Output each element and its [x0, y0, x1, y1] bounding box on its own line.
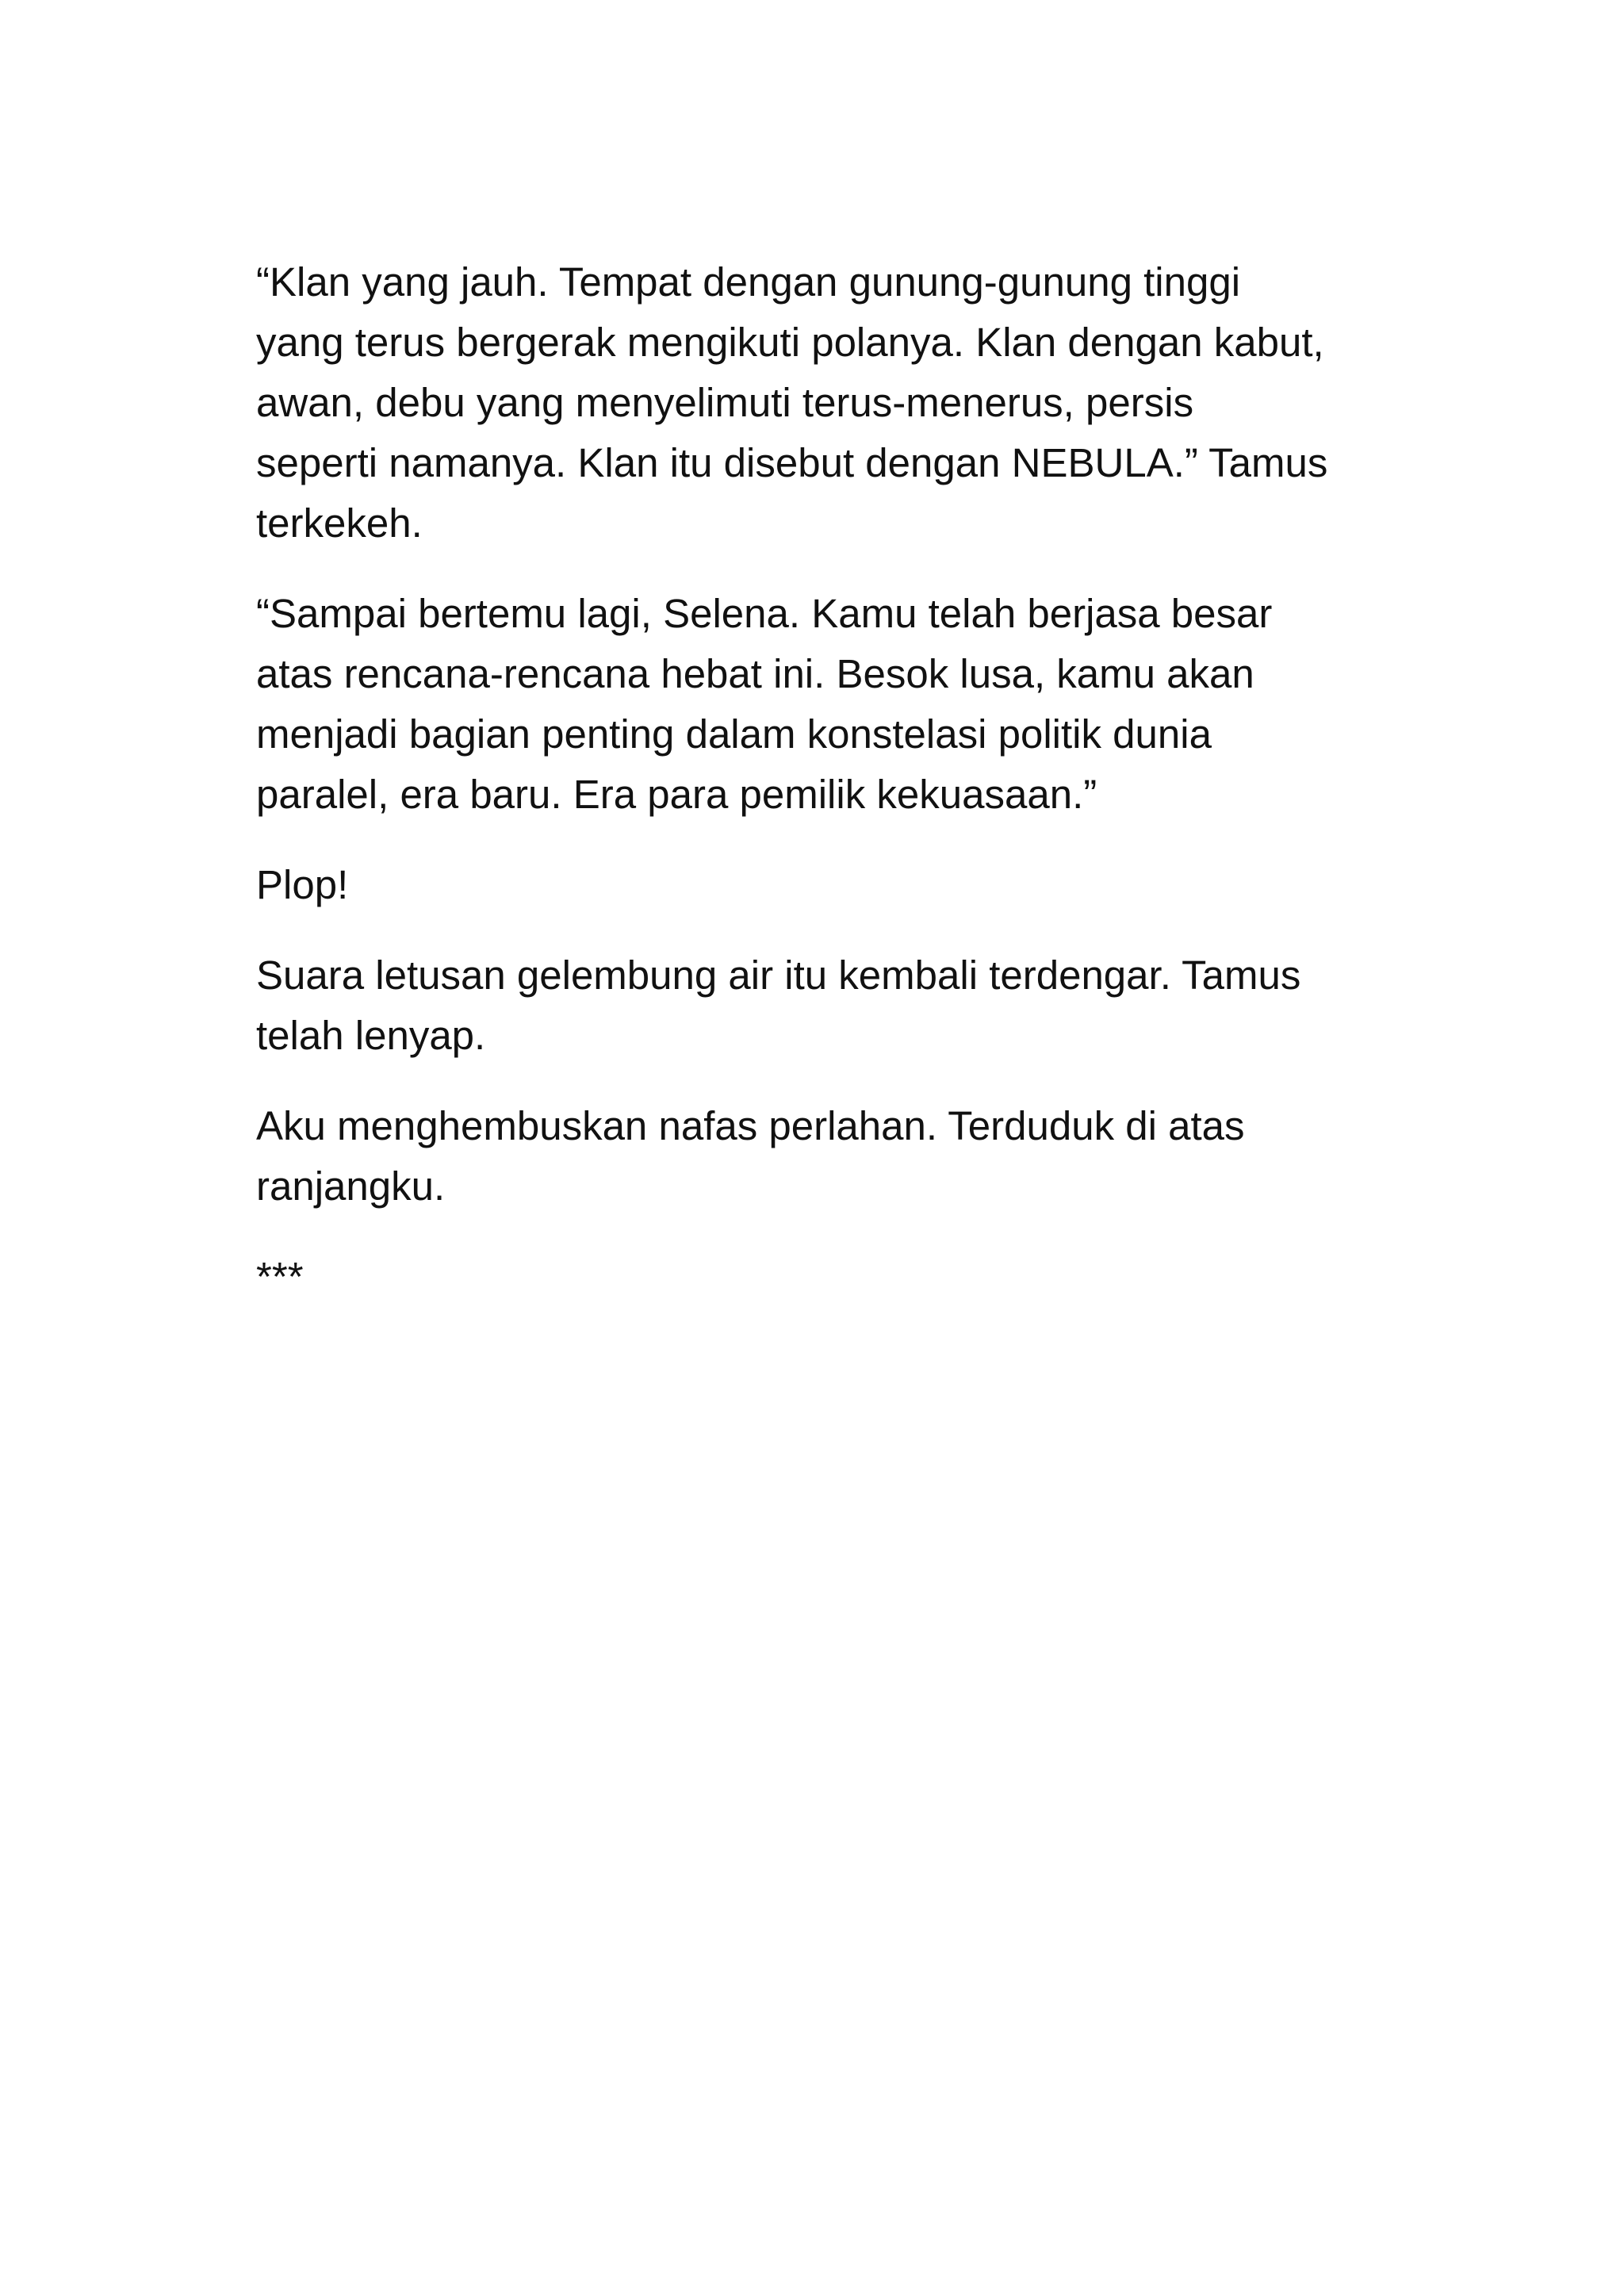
paragraph-3: Plop! [256, 862, 349, 907]
scene-break: *** [256, 1254, 304, 1299]
document-body [256, 252, 1398, 1307]
paragraph-5: Aku menghembuskan nafas perlahan. Terduduk di atas ranjangku. [256, 1103, 1245, 1209]
paragraph-2: “Sampai bertemu lagi, Selena. Kamu telah berjasa besar atas rencana-rencana hebat ini. Besok lusa, kamu akan menjadi bagian penting dalam konstelasi politik dunia paralel, era baru. Era para pemilik kekuasaan.” [256, 591, 1273, 817]
paragraph-1: “Klan yang jauh. Tempat dengan gunung-gunung tinggi yang terus bergerak mengikuti polanya. Klan dengan kabut, awan, debu yang menyelimuti terus-menerus, persis seperti namanya. Klan itu disebut dengan NEBULA.” Tamus terkekeh. [256, 259, 1328, 546]
paragraph-4: Suara letusan gelembung air itu kembali terdengar. Tamus telah lenyap. [256, 953, 1301, 1058]
